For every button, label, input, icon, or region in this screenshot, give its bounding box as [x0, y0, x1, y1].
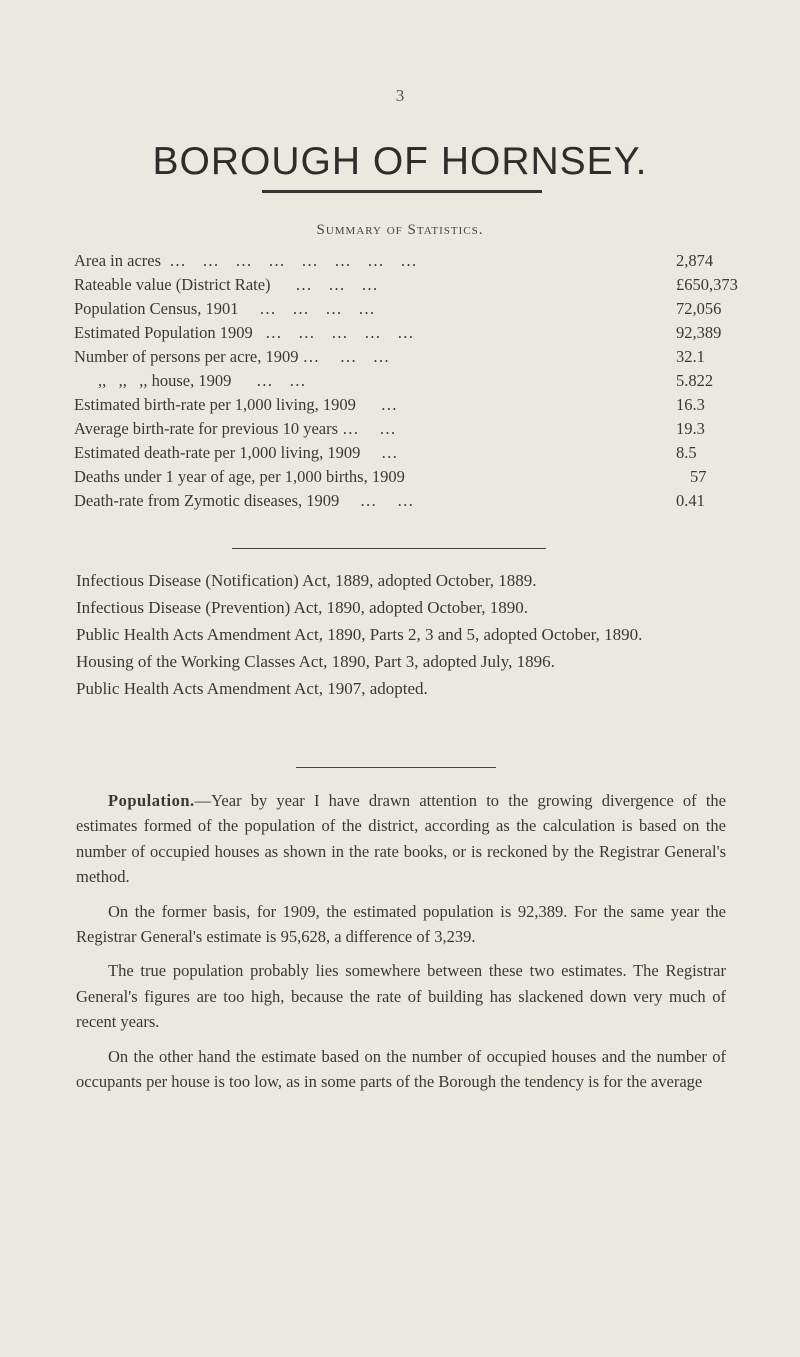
stat-row: [0, 323, 800, 347]
stat-value: 16.3: [676, 395, 705, 414]
stat-row: [0, 371, 800, 395]
paragraph: The true population probably lies somewhere between these two estimates. The Registrar General's figures are too high, because the rate of building has slackened down very much of recent years.: [76, 961, 726, 1032]
stat-value: £650,373: [676, 275, 738, 294]
stat-row: [0, 419, 800, 443]
stat-value: 0.41: [676, 491, 705, 510]
stat-row: [0, 251, 800, 275]
stat-value: 57: [690, 467, 707, 486]
paragraph: On the other hand the estimate based on the number of occupied houses and the number of occupants per house is too low, as in some parts of the Borough the tendency is for the average: [76, 1046, 726, 1092]
stat-label: Estimated birth-rate per 1,000 living, 1909 …: [74, 395, 398, 414]
stat-value: 72,056: [676, 299, 722, 318]
stat-label: Area in acres … … … … … … … …: [74, 251, 417, 270]
acts-list: [76, 568, 726, 703]
section-divider: [232, 548, 546, 549]
stat-row: [0, 395, 800, 419]
stat-label: Deaths under 1 year of age, per 1,000 births, 1909: [74, 467, 405, 486]
stat-value: 19.3: [676, 419, 705, 438]
stat-label: Rateable value (District Rate) … … …: [74, 275, 378, 294]
act-entry: Infectious Disease (Notification) Act, 1889, adopted October, 1889.: [76, 571, 537, 590]
title-rule: [262, 190, 542, 193]
page-title: BOROUGH OF HORNSEY.: [152, 140, 648, 183]
page-number: 3: [395, 86, 405, 105]
summary-subtitle: Summary of Statistics.: [316, 222, 484, 238]
stat-row: [0, 299, 800, 323]
stat-label: Estimated death-rate per 1,000 living, 1909 …: [74, 443, 398, 462]
stat-value: 2,874: [676, 251, 714, 270]
paragraph: Population.—Year by year I have drawn attention to the growing divergence of the estimates formed of the population of the district, according as the calculation is based on the number of occupied houses as shown in the rate books, or is reckoned by the Registrar General's method.: [76, 791, 726, 887]
act-entry: Public Health Acts Amendment Act, 1907, adopted.: [76, 679, 428, 698]
section-heading: Population.: [108, 791, 195, 810]
stat-label: ,, ,, ,, house, 1909 … …: [98, 371, 306, 390]
act-entry: Infectious Disease (Prevention) Act, 1890, adopted October, 1890.: [76, 598, 529, 617]
stat-label: Estimated Population 1909 … … … … …: [74, 323, 414, 342]
stat-label: Death-rate from Zymotic diseases, 1909 … …: [74, 491, 414, 510]
act-entry: Public Health Acts Amendment Act, 1890, Parts 2, 3 and 5, adopted October, 1890.: [76, 625, 643, 644]
stat-label: Number of persons per acre, 1909 … … …: [74, 347, 390, 366]
stat-value: 5.822: [676, 371, 714, 390]
stat-row: [0, 491, 800, 515]
stat-row: [0, 467, 800, 491]
stat-row: [0, 275, 800, 299]
stat-row: [0, 347, 800, 371]
stat-value: 32.1: [676, 347, 705, 366]
stat-row: [0, 443, 800, 467]
act-entry: Housing of the Working Classes Act, 1890, Part 3, adopted July, 1896.: [76, 652, 555, 671]
stat-value: 8.5: [676, 443, 697, 462]
stat-label: Population Census, 1901 … … … …: [74, 299, 375, 318]
population-section: [76, 788, 726, 1103]
statistics-table: [0, 251, 800, 515]
paragraph: On the former basis, for 1909, the estimated population is 92,389. For the same year the Registrar General's estimate is 95,628, a difference of 3,239.: [76, 901, 726, 947]
stat-label: Average birth-rate for previous 10 years … …: [74, 419, 396, 438]
section-divider: [296, 767, 496, 768]
stat-value: 92,389: [676, 323, 722, 342]
